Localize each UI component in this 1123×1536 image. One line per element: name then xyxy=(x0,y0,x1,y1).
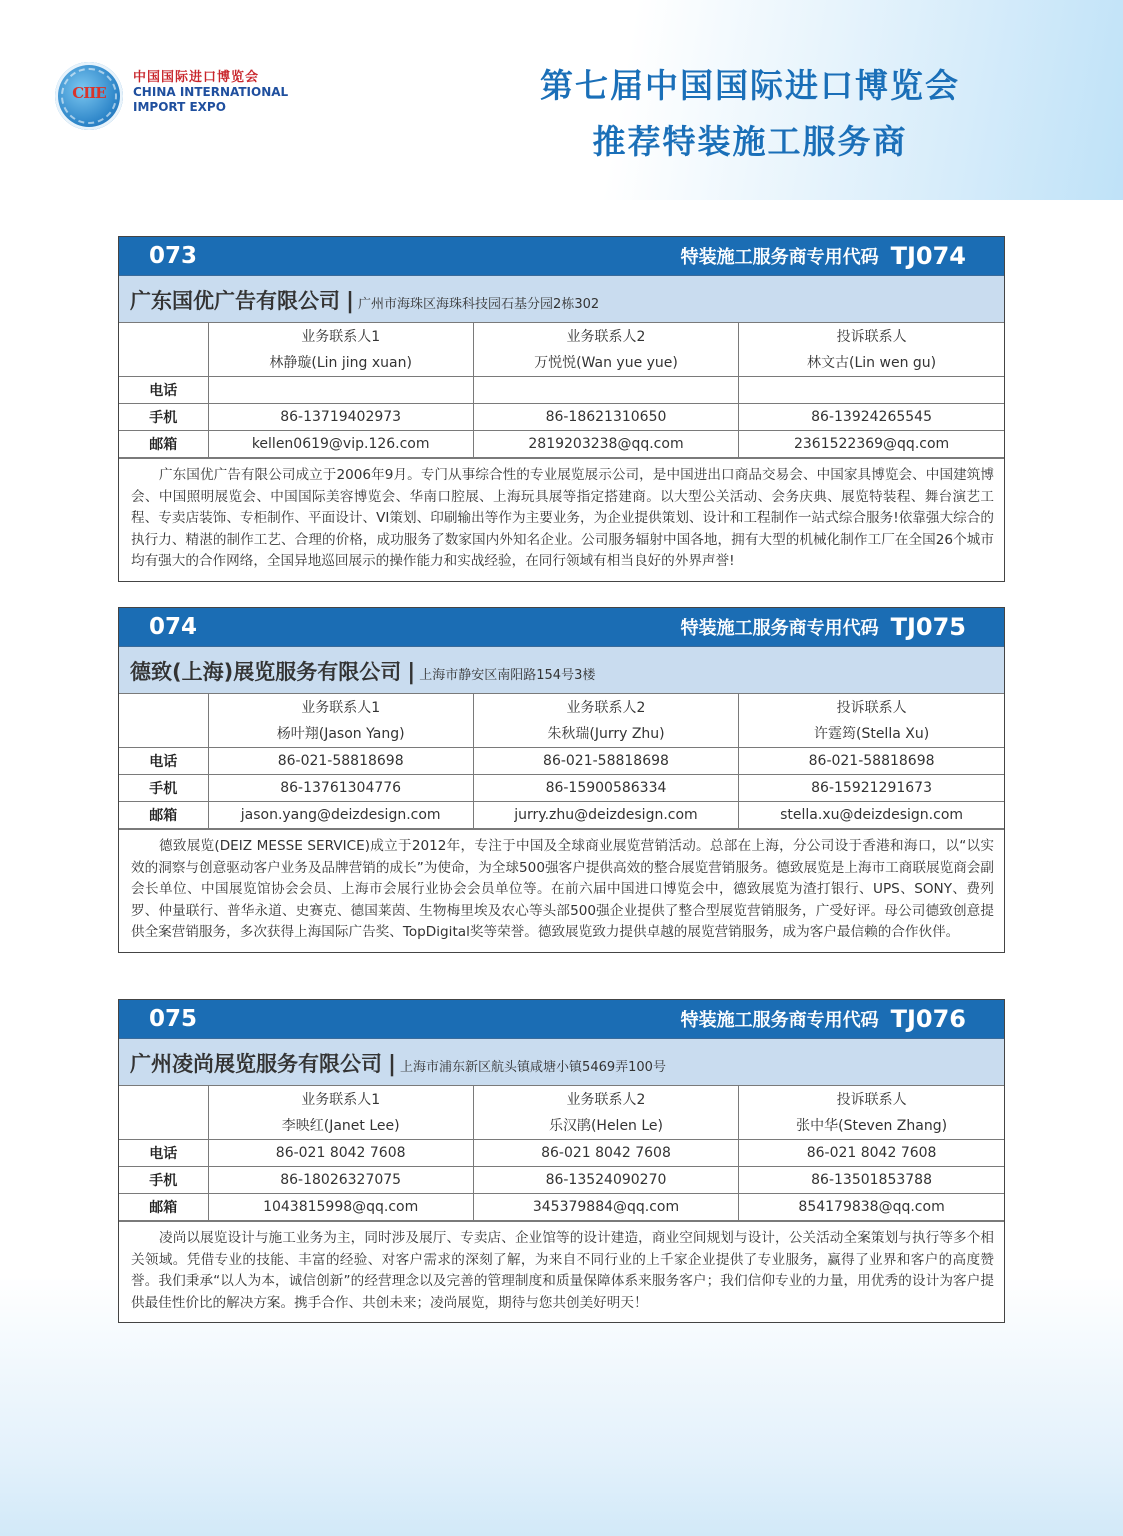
mobile-value: 86-13501853788 xyxy=(739,1167,1004,1194)
email-value: 2819203238@qq.com xyxy=(473,431,738,458)
phone-value: 86-021 8042 7608 xyxy=(208,1140,473,1167)
logo-english-line1: CHINA INTERNATIONAL xyxy=(133,85,289,99)
logo-mark: CIIE xyxy=(72,84,106,102)
vendor-code: TJ075 xyxy=(890,613,966,641)
company-row xyxy=(119,276,1004,323)
contact-table xyxy=(119,694,1004,829)
email-value: stella.xu@deizdesign.com xyxy=(739,802,1004,829)
mobile-value: 86-13761304776 xyxy=(208,775,473,802)
mobile-value: 86-18026327075 xyxy=(208,1167,473,1194)
email-value: 345379884@qq.com xyxy=(473,1194,738,1221)
logo-chinese-name: 中国国际进口博览会 xyxy=(133,70,260,85)
vendor-code: TJ076 xyxy=(890,1005,966,1033)
contact-name: 张中华(Steven Zhang) xyxy=(796,1117,948,1134)
phone-label: 电话 xyxy=(119,748,208,775)
contact-header: 业务联系人1 林静璇(Lin jing xuan) xyxy=(208,323,473,377)
company-row xyxy=(119,647,1004,694)
company-address: 上海市浦东新区航头镇咸塘小镇5469弄100号 xyxy=(400,1060,666,1075)
table-row xyxy=(119,431,1004,458)
separator: | xyxy=(388,1052,397,1077)
separator: | xyxy=(407,660,416,685)
table-row xyxy=(119,377,1004,404)
company-address: 广州市海珠区海珠科技园石基分园2栋302 xyxy=(358,297,600,312)
globe-icon xyxy=(55,62,123,130)
phone-value xyxy=(473,377,738,404)
email-value: 2361522369@qq.com xyxy=(739,431,1004,458)
contact-name: 万悦悦(Wan yue yue) xyxy=(534,354,678,371)
code-label: 特装施工服务商专用代码 xyxy=(680,618,879,639)
contact-header: 投诉联系人 林文古(Lin wen gu) xyxy=(739,323,1004,377)
contact-header: 业务联系人2 乐汉鹃(Helen Le) xyxy=(473,1086,738,1140)
table-row xyxy=(119,404,1004,431)
email-value: kellen0619@vip.126.com xyxy=(208,431,473,458)
email-label: 邮箱 xyxy=(119,802,208,829)
card-header xyxy=(119,1000,1004,1039)
contact-table xyxy=(119,1086,1004,1221)
mobile-value: 86-13719402973 xyxy=(208,404,473,431)
card-header xyxy=(119,608,1004,647)
table-row xyxy=(119,802,1004,829)
ciie-logo xyxy=(55,62,315,132)
contact-name: 朱秋瑞(Jurry Zhu) xyxy=(547,725,665,742)
email-value: jurry.zhu@deizdesign.com xyxy=(473,802,738,829)
contact-name: 乐汉鹃(Helen Le) xyxy=(548,1117,664,1134)
table-row xyxy=(119,775,1004,802)
mobile-value: 86-15900586334 xyxy=(473,775,738,802)
code-label: 特装施工服务商专用代码 xyxy=(680,247,879,268)
company-name: 广州凌尚展览服务有限公司 xyxy=(130,1052,382,1076)
card-number: 075 xyxy=(149,1006,198,1032)
code-label: 特装施工服务商专用代码 xyxy=(680,1010,879,1031)
phone-value xyxy=(208,377,473,404)
contact-table xyxy=(119,323,1004,458)
page-title-line1: 第七届中国国际进口博览会 xyxy=(540,66,960,105)
phone-value xyxy=(739,377,1004,404)
company-name: 德致(上海)展览服务有限公司 xyxy=(130,660,402,684)
contact-name: 李映红(Janet Lee) xyxy=(281,1117,400,1134)
contact-header: 业务联系人2 朱秋瑞(Jurry Zhu) xyxy=(473,694,738,748)
vendor-card xyxy=(118,607,1005,953)
phone-label: 电话 xyxy=(119,1140,208,1167)
email-value: 1043815998@qq.com xyxy=(208,1194,473,1221)
email-label: 邮箱 xyxy=(119,431,208,458)
mobile-value: 86-18621310650 xyxy=(473,404,738,431)
company-name: 广东国优广告有限公司 xyxy=(130,289,340,313)
contact-name: 林文古(Lin wen gu) xyxy=(807,354,937,371)
phone-value: 86-021-58818698 xyxy=(739,748,1004,775)
table-row xyxy=(119,1167,1004,1194)
table-row xyxy=(119,748,1004,775)
contact-name: 林静璇(Lin jing xuan) xyxy=(269,354,412,371)
separator: | xyxy=(346,289,355,314)
card-header xyxy=(119,237,1004,276)
contact-header: 投诉联系人 张中华(Steven Zhang) xyxy=(739,1086,1004,1140)
phone-value: 86-021-58818698 xyxy=(208,748,473,775)
vendor-card xyxy=(118,236,1005,582)
company-row xyxy=(119,1039,1004,1086)
table-row xyxy=(119,1194,1004,1221)
card-number: 074 xyxy=(149,614,198,640)
phone-label: 电话 xyxy=(119,377,208,404)
vendor-code: TJ074 xyxy=(890,242,966,270)
contact-header: 业务联系人2 万悦悦(Wan yue yue) xyxy=(473,323,738,377)
phone-value: 86-021 8042 7608 xyxy=(473,1140,738,1167)
vendor-card xyxy=(118,999,1005,1323)
mobile-label: 手机 xyxy=(119,775,208,802)
company-description: 凌尚以展览设计与施工业务为主，同时涉及展厅、专卖店、企业馆等的设计建造，商业空间规划与设计，公关活动全案策划与执行等多个相关领域。凭借专业的技能、丰富的经验、对客户需求的深刻了解，为来自不同行业的上千家企业提供了专业服务，赢得了业界和客户的高度赞誉。我们秉承“以人为本，诚信创新”的经营理念以及完善的管理制度和质量保障体系来服务客户；我们信仰专业的力量，用优秀的设计为客户提供最佳性价比的解决方案。携手合作、共创未来；凌尚展览，期待与您共创美好明天！ xyxy=(119,1221,1004,1322)
mobile-label: 手机 xyxy=(119,404,208,431)
contact-name: 杨叶翔(Jason Yang) xyxy=(276,725,405,742)
mobile-label: 手机 xyxy=(119,1167,208,1194)
page-title-line2: 推荐特装施工服务商 xyxy=(592,122,908,161)
email-value: 854179838@qq.com xyxy=(739,1194,1004,1221)
contact-name: 许霆筠(Stella Xu) xyxy=(813,725,930,742)
company-description: 广东国优广告有限公司成立于2006年9月。专门从事综合性的专业展览展示公司，是中国进出口商品交易会、中国家具博览会、中国建筑博会、中国照明展览会、中国国际美容博览会、华南口腔展、上海玩具展等指定搭建商。以大型公关活动、会务庆典、展览特装程、舞台演艺工程、专卖店装饰、专柜制作、平面设计、VI策划、印刷输出等作为主要业务，为企业提供策划、设计和工程制作一站式综合服务!依靠强大综合的执行力、精湛的制作工艺、合理的价格，成功服务了数家国内外知名企业。公司服务辐射中国各地，拥有大型的机械化制作工厂在全国26个城市均有强大的合作网络，全国异地巡回展示的操作能力和实战经验，在同行领域有相当良好的外界声誉! xyxy=(119,458,1004,581)
contact-header: 投诉联系人 许霆筠(Stella Xu) xyxy=(739,694,1004,748)
mobile-value: 86-15921291673 xyxy=(739,775,1004,802)
email-value: jason.yang@deizdesign.com xyxy=(208,802,473,829)
company-description: 德致展览(DEIZ MESSE SERVICE)成立于2012年，专注于中国及全球商业展览营销活动。总部在上海，分公司设于香港和海口，以“以实效的洞察与创意驱动客户业务及品牌营销的成长”为使命，为全球500强客户提供高效的整合展览营销服务。德致展览是上海市工商联展览商会副会长单位、中国展览馆协会会员、上海市会展行业协会会员单位等。在前六届中国进口博览会中，德致展览为渣打银行、UPS、SONY、费列罗、仲量联行、普华永道、史赛克、德国莱茵、生物梅里埃及农心等头部500强企业提供了整合型展览营销服务，广受好评。母公司德致创意提供全案营销服务，多次获得上海国际广告奖、TopDigital奖等荣誉。德致展览致力提供卓越的展览营销服务，成为客户最信赖的合作伙伴。 xyxy=(119,829,1004,952)
phone-value: 86-021 8042 7608 xyxy=(739,1140,1004,1167)
mobile-value: 86-13524090270 xyxy=(473,1167,738,1194)
company-address: 上海市静安区南阳路154号3楼 xyxy=(419,668,596,683)
card-number: 073 xyxy=(149,243,198,269)
mobile-value: 86-13924265545 xyxy=(739,404,1004,431)
contact-header: 业务联系人1 李映红(Janet Lee) xyxy=(208,1086,473,1140)
contact-header: 业务联系人1 杨叶翔(Jason Yang) xyxy=(208,694,473,748)
phone-value: 86-021-58818698 xyxy=(473,748,738,775)
email-label: 邮箱 xyxy=(119,1194,208,1221)
table-row xyxy=(119,1140,1004,1167)
logo-english-line2: IMPORT EXPO xyxy=(133,100,226,114)
